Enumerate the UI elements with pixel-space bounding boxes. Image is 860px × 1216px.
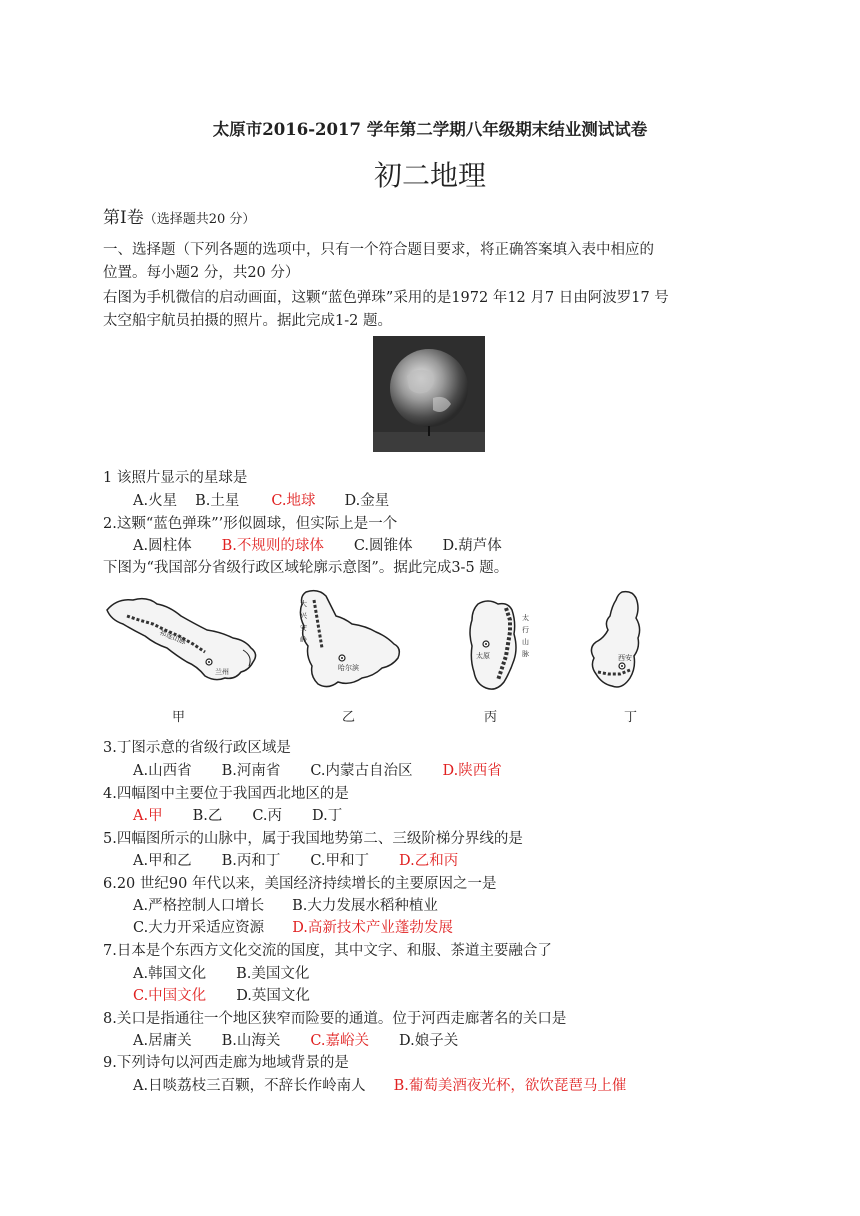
question-4-options xyxy=(133,806,342,826)
question-1-options xyxy=(133,491,389,511)
option: C.圆锥体 xyxy=(353,538,413,554)
option: C.大力开采适应资源 xyxy=(133,920,265,936)
option: B.土星 xyxy=(195,493,240,509)
option: C.丙 xyxy=(252,808,283,824)
map-bing-label: 丙 xyxy=(484,710,498,725)
map-yi-label: 乙 xyxy=(342,710,356,725)
map-bing-shanxi-outline xyxy=(460,596,540,696)
option: A.火星 xyxy=(133,493,178,509)
option: A.居庸关 xyxy=(133,1033,192,1049)
option-answer: A.甲 xyxy=(133,808,163,824)
option-answer: D.乙和丙 xyxy=(399,853,459,869)
map-bing-mountain-1: 太 xyxy=(522,614,529,622)
instructions-line-2: 位置。每小题2 分，共20 分） xyxy=(103,265,300,281)
option-answer: D.陕西省 xyxy=(442,763,502,779)
option: D.娘子关 xyxy=(399,1033,459,1049)
map-ding-shaanxi-outline xyxy=(580,588,660,698)
map-yi-mountain-3: 安 xyxy=(300,624,307,632)
option: B.大力发展水稻种植业 xyxy=(292,898,438,914)
question-9-options xyxy=(133,1076,626,1096)
question-5-stem: 5.四幅图所示的山脉中，属于我国地势第二、三级阶梯分界线的是 xyxy=(103,831,523,847)
option: D.金星 xyxy=(344,493,390,509)
option: A.甲和乙 xyxy=(133,853,192,869)
instructions-line-1: 一、选择题（下列各题的选项中，只有一个符合题目要求，将正确答案填入表中相应的 xyxy=(103,242,654,258)
option: A.圆柱体 xyxy=(133,538,192,554)
option-answer: C.地球 xyxy=(271,493,316,509)
question-3-stem: 3.丁图示意的省级行政区域是 xyxy=(103,740,291,756)
option: B.美国文化 xyxy=(236,966,310,982)
map-yi-heilongjiang-outline xyxy=(282,586,412,696)
question-7-options-row-1 xyxy=(133,964,309,984)
option-answer: B.葡萄美酒夜光杯，欲饮琵琶马上催 xyxy=(393,1078,627,1094)
question-3-options xyxy=(133,761,502,781)
map-ding-label: 丁 xyxy=(624,710,638,725)
question-4-stem: 4.四幅图中主要位于我国西北地区的是 xyxy=(103,786,349,802)
question-2-stem: 2.这颗“蓝色弹珠”’形似圆球，但实际上是一个 xyxy=(103,516,398,532)
passage1-line-2: 太空船宇航员拍摄的照片。据此完成1-2 题。 xyxy=(103,313,392,329)
option-answer: B.不规则的球体 xyxy=(221,538,324,554)
map-bing-mountain-2: 行 xyxy=(522,626,529,634)
map-jia-gansu-outline xyxy=(103,590,263,690)
question-8-stem: 8.关口是指通往一个地区狭窄而险要的通道。位于河西走廊著名的关口是 xyxy=(103,1011,567,1027)
option: D.葫芦体 xyxy=(442,538,502,554)
map-bing-mountain-4: 脉 xyxy=(522,650,529,658)
map-yi-mountain-1: 大 xyxy=(300,600,307,608)
map-yi-mountain-4: 岭 xyxy=(300,636,307,644)
section-label: 第Ⅰ卷 xyxy=(103,208,144,228)
option: A.韩国文化 xyxy=(133,966,207,982)
blue-marble-photo xyxy=(373,336,485,452)
question-7-options-row-2 xyxy=(133,986,310,1006)
option: B.丙和丁 xyxy=(221,853,281,869)
section-note: （选择题共20 分） xyxy=(143,212,256,227)
option: B.河南省 xyxy=(221,763,281,779)
question-2-options xyxy=(133,536,502,556)
option: C.甲和丁 xyxy=(310,853,370,869)
passage2: 下图为“我国部分省级行政区域轮廓示意图”。据此完成3-5 题。 xyxy=(103,560,509,576)
map-bing-city: 太原 xyxy=(476,652,490,660)
passage1-line-1: 右图为手机微信的启动画面，这颗“蓝色弹珠”采用的是1972 年12 月7 日由阿波罗17 号 xyxy=(103,290,669,306)
question-6-options-row-2 xyxy=(133,918,453,938)
map-bing-mountain-3: 山 xyxy=(522,638,529,646)
option: A.山西省 xyxy=(133,763,192,779)
option-answer: C.嘉峪关 xyxy=(310,1033,370,1049)
option: A.日啖荔枝三百颗，不辞长作岭南人 xyxy=(133,1078,366,1094)
question-5-options xyxy=(133,851,458,871)
map-yi-mountain-2: 兴 xyxy=(300,612,307,620)
question-6-stem: 6.20 世纪90 年代以来，美国经济持续增长的主要原因之一是 xyxy=(103,876,497,892)
map-jia-label: 甲 xyxy=(172,710,186,725)
option-answer: D.高新技术产业蓬勃发展 xyxy=(292,920,453,936)
option: C.内蒙古自治区 xyxy=(310,763,413,779)
question-6-options-row-1 xyxy=(133,896,438,916)
option: B.山海关 xyxy=(221,1033,281,1049)
option: D.丁 xyxy=(312,808,343,824)
question-7-stem: 7.日本是个东西方文化交流的国度，其中文字、和服、茶道主要融合了 xyxy=(103,943,552,959)
map-jia-mountain: 祁连山脉 xyxy=(158,628,188,647)
map-jia-city: 兰州 xyxy=(215,668,229,676)
option: A.严格控制人口增长 xyxy=(133,898,265,914)
map-yi-city: 哈尔滨 xyxy=(338,664,359,672)
option: B.乙 xyxy=(192,808,223,824)
question-8-options xyxy=(133,1031,458,1051)
option: D.英国文化 xyxy=(236,988,310,1004)
section-heading xyxy=(103,208,255,230)
question-9-stem: 9.下列诗句以河西走廊为地域背景的是 xyxy=(103,1055,349,1071)
exam-title: 太原市2016-2017 学年第二学期八年级期末结业测试试卷 xyxy=(212,120,648,139)
option-answer: C.中国文化 xyxy=(133,988,207,1004)
question-1-stem: 1 该照片显示的星球是 xyxy=(103,470,248,486)
map-ding-city: 西安 xyxy=(618,654,632,662)
subject-title: 初二地理 xyxy=(373,159,486,192)
